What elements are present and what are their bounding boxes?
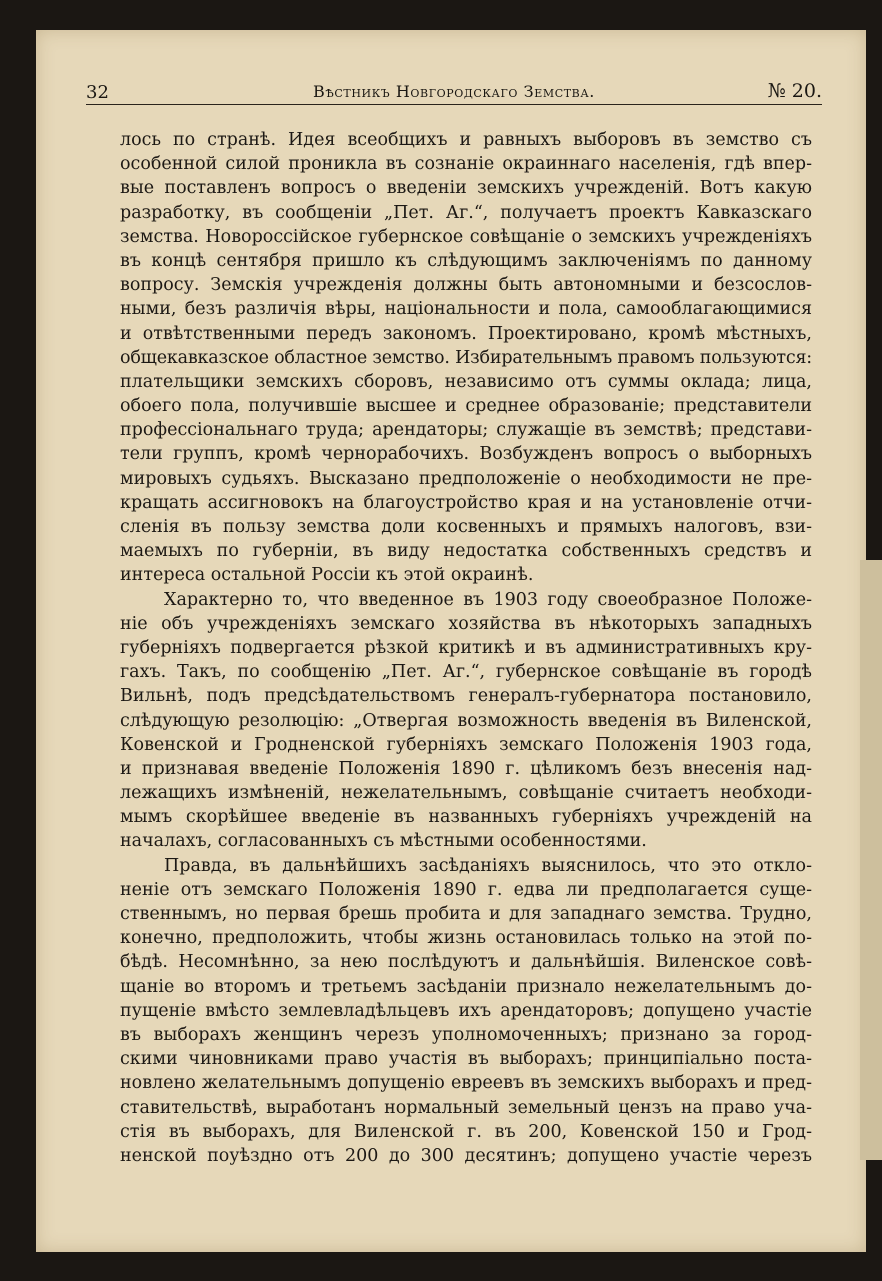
text-line: маемыхъ по губерніи, въ виду недостатка собственныхъ средствъ и: [120, 541, 812, 562]
text-line: и признавая введеніе Положенія 1890 г. цѣликомъ безъ внесенія над-: [120, 758, 812, 779]
text-line: пущеніе вмѣсто землевладѣльцевъ ихъ арендаторовъ; допущено участіе: [120, 1000, 812, 1021]
text-line: вопросу. Земскія учрежденія должны быть автономными и безсослов-: [120, 275, 812, 296]
text-line: интереса остальной Россіи къ этой окраинѣ.: [120, 565, 534, 586]
text-line: конечно, предположить, чтобы жизнь остановилась только на этой по-: [120, 928, 812, 949]
text-line: скими чиновниками право участія въ выборахъ; принципіально поста-: [120, 1049, 812, 1070]
text-line: щаніе во второмъ и третьемъ засѣданіи признало нежелательнымъ до-: [120, 976, 812, 997]
text-line: земства. Новороссійское губернское совѣщаніе о земскихъ учрежденіяхъ: [120, 226, 812, 247]
text-line: обоего пола, получившіе высшее и среднее образованіе; представители: [120, 396, 812, 417]
issue-number: № 20.: [767, 80, 822, 102]
text-line: ставительствѣ, выработанъ нормальный земельный цензъ на право уча-: [120, 1097, 812, 1118]
page-number: 32: [86, 82, 109, 103]
text-line: Правда, въ дальнѣйшихъ засѣданіяхъ выяснилось, что это откло-: [164, 855, 812, 876]
text-line: началахъ, согласованныхъ съ мѣстными особенностями.: [120, 831, 647, 852]
text-line: разработку, въ сообщеніи „Пет. Аг.“, получаетъ проектъ Кавказскаго: [120, 202, 812, 223]
page-header: [86, 60, 822, 103]
text-line: ственнымъ, но первая брешь пробита и для западнаго земства. Трудно,: [120, 904, 812, 924]
text-line: бѣдѣ. Несомнѣнно, за нею послѣдуютъ и дальнѣйшія. Виленское совѣ-: [120, 952, 812, 973]
text-line: мымъ скорѣйшее введеніе въ названныхъ губерніяхъ учрежденій на: [120, 807, 812, 828]
text-line: кращать ассигновокъ на благоустройство края и на установленіе отчи-: [120, 492, 812, 513]
text-line: новлено желательнымъ допущеніо евреевъ въ земскихъ выборахъ и пред-: [120, 1073, 812, 1094]
text-line: лежащихъ измѣненій, нежелательнымъ, совѣщаніе считаетъ необходи-: [120, 783, 812, 804]
text-line: неніе отъ земскаго Положенія 1890 г. едва ли предполагается суще-: [120, 879, 812, 900]
text-line: сленія въ пользу земства доли косвенныхъ и прямыхъ налоговъ, взи-: [120, 517, 812, 537]
text-line: Характерно то, что введенное въ 1903 году своеобразное Положе-: [164, 589, 812, 610]
text-line: профессіональнаго труда; арендаторы; служащіе въ земствѣ; представи-: [120, 420, 812, 441]
text-line: вые поставленъ вопросъ о введеніи земскихъ учрежденій. Вотъ какую: [120, 178, 812, 199]
text-line: въ концѣ сентября пришло къ слѣдующимъ заключеніямъ по данному: [120, 250, 812, 271]
text-line: Ковенской и Гродненской губерніяхъ земскаго Положенія 1903 года,: [120, 734, 812, 755]
text-line: ными, безъ различія вѣры, національности и пола, самооблагающимися: [120, 299, 812, 320]
text-line: ніе объ учрежденіяхъ земскаго хозяйства въ нѣкоторыхъ западныхъ: [120, 613, 812, 634]
text-line: плательщики земскихъ сборовъ, независимо отъ суммы оклада; лица,: [120, 371, 812, 392]
text-line: въ выборахъ женщинъ черезъ уполномоченныхъ; признано за город-: [120, 1024, 812, 1045]
text-line: Вильнѣ, подъ предсѣдательствомъ генералъ-губернатора постановило,: [120, 686, 812, 707]
text-line: и отвѣтственными передъ закономъ. Проектировано, кромѣ мѣстныхъ,: [120, 323, 812, 344]
text-line: стія въ выборахъ, для Виленской г. въ 200, Ковенской 150 и Грод-: [120, 1121, 812, 1142]
text-line: слѣдующую резолюцію: „Отвергая возможность введенія въ Виленской,: [120, 710, 812, 731]
text-line: губерніяхъ подвергается рѣзкой критикѣ и въ административныхъ кру-: [120, 637, 812, 658]
text-line: особенной силой проникла въ сознаніе окраиннаго населенія, гдѣ впер-: [120, 154, 812, 175]
text-line: гахъ. Такъ, по сообщенію „Пет. Аг.“, губернское совѣщаніе въ городѣ: [120, 662, 812, 683]
article-body: [120, 128, 812, 1168]
text-line: ненской поуѣздно отъ 200 до 300 десятинъ; допущено участіе черезъ: [120, 1145, 812, 1166]
facing-page-edge: [860, 560, 882, 1160]
running-title: Вѣстникъ Новгородскаго Земства.: [313, 82, 595, 101]
header-rule: [86, 104, 822, 105]
text-line: лось по странѣ. Идея всеобщихъ и равныхъ выборовъ въ земство съ: [120, 130, 812, 150]
text-line: общекавказское областное земство. Избирательнымъ правомъ пользуются:: [120, 347, 812, 368]
text-line: тели группъ, кромѣ чернорабочихъ. Возбужденъ вопросъ о выборныхъ: [120, 444, 812, 465]
text-line: мировыхъ судьяхъ. Высказано предположеніе о необходимости не пре-: [120, 468, 812, 489]
